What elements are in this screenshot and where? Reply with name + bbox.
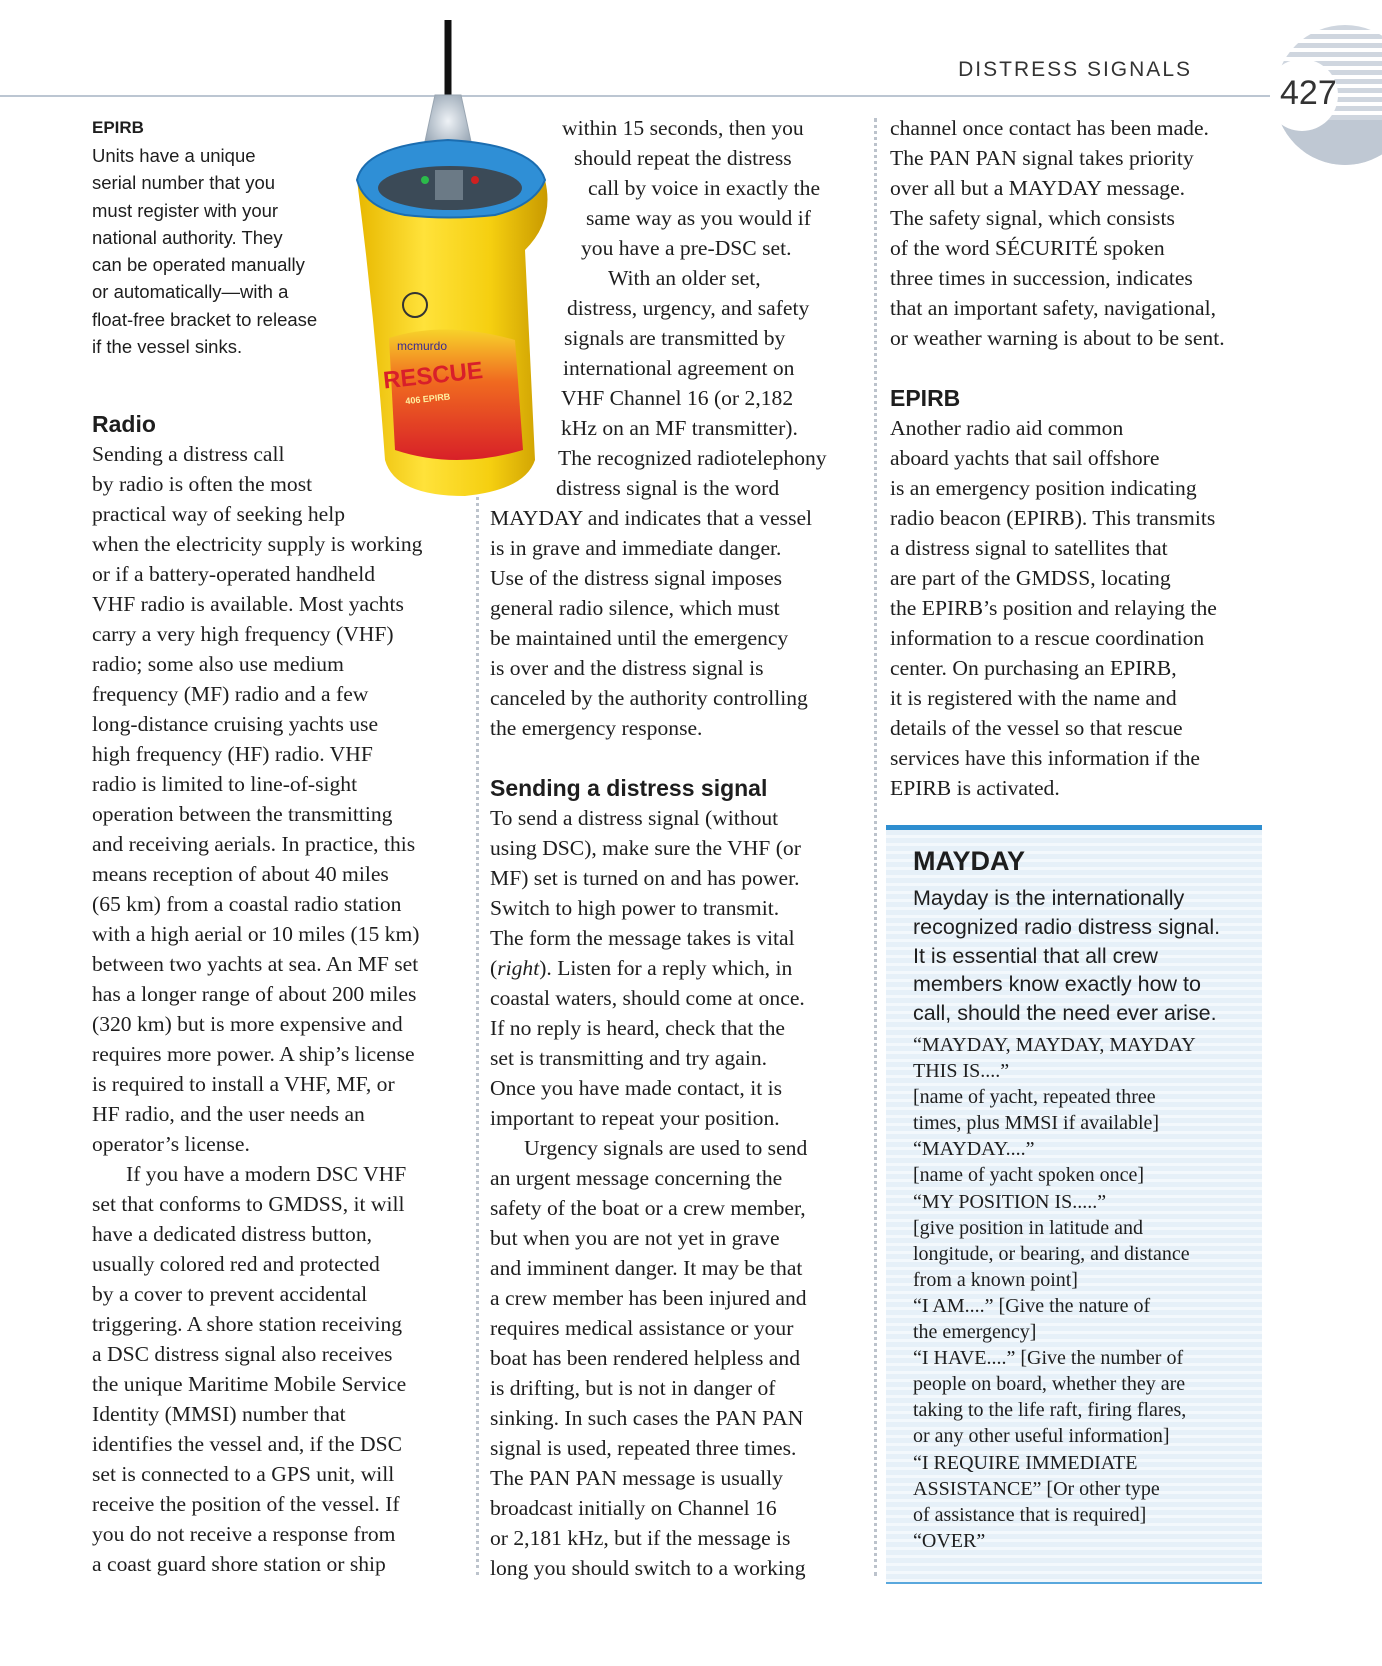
text-line: aboard yachts that sail offshore — [890, 446, 1160, 470]
text-line: or if a battery-operated handheld — [92, 562, 375, 586]
text-line: using DSC), make sure the VHF (or — [490, 836, 801, 860]
text-line: radio; some also use medium — [92, 652, 344, 676]
caption-text — [92, 142, 342, 360]
text-line: set is connected to a GPS unit, will — [92, 1462, 395, 1486]
text-line: HF radio, and the user needs an — [92, 1102, 365, 1126]
script-line: “I AM....” [Give the nature of — [913, 1294, 1151, 1317]
header-rule — [0, 95, 1280, 97]
text-line: Once you have made contact, it is — [490, 1076, 783, 1100]
text-line — [490, 953, 870, 983]
text-line: or weather warning is about to be sent. — [890, 326, 1225, 350]
paragraph-pan-pan — [890, 113, 1270, 353]
column-2 — [490, 503, 870, 1583]
text-line: radio beacon (EPIRB). This transmits — [890, 506, 1216, 530]
text-line: distress, urgency, and safety — [567, 296, 810, 320]
text-line: important to repeat your position. — [490, 1106, 780, 1130]
text-line: an urgent message concerning the — [490, 1166, 783, 1190]
text-line: by a cover to prevent accidental — [92, 1282, 368, 1306]
script-line: times, plus MMSI if available] — [913, 1112, 1160, 1135]
text-line: The PAN PAN message is usually — [490, 1466, 783, 1490]
text-line: Mayday is the internationally — [913, 886, 1185, 910]
beacon-brand: mcmurdo — [397, 339, 448, 353]
text-line: recognized radio distress signal. — [913, 914, 1221, 939]
text-line: you do not receive a response from — [92, 1522, 396, 1546]
text-line: (320 km) but is more expensive and — [92, 1012, 403, 1036]
text-line: signal is used, repeated three times. — [490, 1436, 797, 1460]
script-line: “I REQUIRE IMMEDIATE — [913, 1451, 1138, 1474]
text-line: with a high aerial or 10 miles (15 km) — [92, 922, 420, 946]
caption-title: EPIRB — [92, 118, 144, 137]
script-line: [name of yacht, repeated three — [913, 1086, 1156, 1109]
heading-sending-distress-signal: Sending a distress signal — [490, 775, 768, 801]
text-line: Use of the distress signal imposes — [490, 566, 783, 590]
script-line: [name of yacht spoken once] — [913, 1164, 1145, 1187]
paragraph-epirb — [890, 413, 1270, 803]
text-line: If no reply is heard, check that the — [490, 1016, 785, 1040]
script-line: longitude, or bearing, and distance — [913, 1242, 1190, 1265]
text-line: requires more power. A ship’s license — [92, 1042, 415, 1066]
script-line: [give position in latitude and — [913, 1216, 1143, 1239]
text-line: is an emergency position indicating — [890, 476, 1197, 500]
column-1 — [92, 409, 472, 1579]
caption-line: can be operated manually — [92, 254, 305, 276]
text-line: Sending a distress call — [92, 442, 285, 466]
text-line: same way as you would if — [586, 206, 811, 230]
text-line: members know exactly how to — [913, 972, 1201, 997]
text-line: coastal waters, should come at once. — [490, 986, 805, 1010]
text-line: Identity (MMSI) number that — [92, 1402, 346, 1426]
text-line: usually colored red and protected — [92, 1252, 380, 1276]
text-line: signals are transmitted by — [564, 326, 786, 350]
text-line: information to a rescue coordination — [890, 626, 1205, 650]
text-line: you have a pre-DSC set. — [581, 236, 792, 260]
column-separator-2 — [874, 118, 877, 1576]
script-line: “OVER” — [913, 1529, 986, 1552]
text-line: channel once contact has been made. — [890, 116, 1209, 140]
running-head: DISTRESS SIGNALS — [958, 58, 1192, 81]
text-line: by radio is often the most — [92, 472, 313, 496]
mayday-box-intro — [913, 884, 1253, 1028]
script-line: “I HAVE....” [Give the number of — [913, 1347, 1184, 1370]
mayday-box-script — [913, 1032, 1253, 1554]
text-line: have a dedicated distress button, — [92, 1222, 373, 1246]
text-line: center. On purchasing an EPIRB, — [890, 656, 1177, 680]
caption-line: if the vessel sinks. — [92, 336, 243, 358]
text-line: identifies the vessel and, if the DSC — [92, 1432, 403, 1456]
script-line: “MY POSITION IS.....” — [913, 1190, 1107, 1213]
script-line: from a known point] — [913, 1268, 1078, 1291]
column-2-top — [550, 113, 870, 503]
text-line: the unique Maritime Mobile Service — [92, 1372, 407, 1396]
script-line: “MAYDAY, MAYDAY, MAYDAY — [913, 1034, 1196, 1056]
text-line: and receiving aerials. In practice, this — [92, 832, 416, 856]
text-line: that an important safety, navigational, — [890, 296, 1217, 320]
text-line: call by voice in exactly the — [588, 176, 821, 200]
text-line: but when you are not yet in grave — [490, 1226, 780, 1250]
text-line: is required to install a VHF, MF, or — [92, 1072, 395, 1096]
text-line: It is essential that all crew — [913, 943, 1158, 968]
script-line: ASSISTANCE” [Or other type — [913, 1477, 1160, 1500]
text-line: VHF Channel 16 (or 2,182 — [561, 386, 794, 410]
text-line: MF) set is turned on and has power. — [490, 866, 800, 890]
text-line: between two yachts at sea. An MF set — [92, 952, 419, 976]
script-line: the emergency] — [913, 1321, 1037, 1344]
caption-line: or automatically—with a — [92, 281, 289, 303]
text-line: The PAN PAN signal takes priority — [890, 146, 1194, 170]
caption-line: must register with your — [92, 199, 279, 221]
text-line: triggering. A shore station receiving — [92, 1312, 403, 1336]
mayday-box-title: MAYDAY — [913, 846, 1026, 876]
paragraph-mayday — [490, 503, 870, 743]
text-line: general radio silence, which must — [490, 596, 780, 620]
text-line: frequency (MF) radio and a few — [92, 682, 369, 706]
paragraph-sending — [490, 803, 870, 1133]
text-line: boat has been rendered helpless and — [490, 1346, 800, 1370]
text-line: international agreement on — [563, 356, 795, 380]
text-line: operation between the transmitting — [92, 802, 393, 826]
text-line: be maintained until the emergency — [490, 626, 789, 650]
spacer — [490, 743, 870, 773]
text-line: requires medical assistance or your — [490, 1316, 794, 1340]
paragraph-radio — [92, 439, 472, 1159]
text-line: are part of the GMDSS, locating — [890, 566, 1171, 590]
text-line: set is transmitting and try again. — [490, 1046, 768, 1070]
beacon-label: RESCUE — [381, 357, 485, 395]
text-line: canceled by the authority controlling — [490, 686, 808, 710]
beacon-sublabel: 406 EPIRB — [404, 391, 451, 407]
text-line: long you should switch to a working — [490, 1556, 806, 1580]
text-line: a coast guard shore station or ship — [92, 1552, 386, 1576]
text-line: long-distance cruising yachts use — [92, 712, 379, 736]
text-line: If you have a modern DSC VHF — [126, 1162, 407, 1186]
text-line: call, should the need ever arise. — [913, 1001, 1217, 1026]
text-line: With an older set, — [608, 266, 761, 290]
text-line: The safety signal, which consists — [890, 206, 1175, 230]
text-line: is in grave and immediate danger. — [490, 536, 782, 560]
text-line: of the word SÉCURITÉ spoken — [890, 236, 1165, 260]
paragraph-urgency — [490, 1133, 870, 1583]
script-line: “MAYDAY....” — [913, 1138, 1035, 1161]
text-line: a DSC distress signal also receives — [92, 1342, 393, 1366]
text-line: it is registered with the name and — [890, 686, 1177, 710]
heading-radio: Radio — [92, 411, 156, 437]
text-line: the emergency response. — [490, 716, 703, 740]
text-line: should repeat the distress — [574, 146, 792, 170]
text-line: safety of the boat or a crew member, — [490, 1196, 806, 1220]
spacer — [890, 353, 1270, 383]
text-line: within 15 seconds, then you — [562, 116, 804, 140]
text-line: and imminent danger. It may be that — [490, 1256, 803, 1280]
text-line: has a longer range of about 200 miles — [92, 982, 417, 1006]
text-line: carry a very high frequency (VHF) — [92, 622, 394, 646]
text-line: Urgency signals are used to send — [524, 1136, 808, 1160]
text-line: services have this information if the — [890, 746, 1201, 770]
caption-line: national authority. They — [92, 226, 283, 248]
text-line: is drifting, but is not in danger of — [490, 1376, 776, 1400]
script-line: or any other useful information] — [913, 1425, 1170, 1448]
heading-epirb: EPIRB — [890, 385, 961, 411]
text-line: (65 km) from a coastal radio station — [92, 892, 402, 916]
text-line: operator’s license. — [92, 1132, 250, 1156]
script-line: taking to the life raft, firing flares, — [913, 1399, 1187, 1422]
text-line: a crew member has been injured and — [490, 1286, 807, 1310]
text-fragment: ( — [490, 956, 498, 980]
caption-line: serial number that you — [92, 172, 276, 194]
text-line: kHz on an MF transmitter). — [561, 416, 798, 440]
text-line: EPIRB is activated. — [890, 776, 1060, 800]
page-number: 427 — [1280, 74, 1337, 112]
text-line: To send a distress signal (without — [490, 806, 779, 830]
script-line: THIS IS....” — [913, 1060, 1010, 1083]
text-line: high frequency (HF) radio. VHF — [92, 742, 373, 766]
text-line: three times in succession, indicates — [890, 266, 1193, 290]
text-line: means reception of about 40 miles — [92, 862, 389, 886]
text-line: The recognized radiotelephony — [558, 446, 827, 470]
text-fragment: ). Listen for a reply which, in — [539, 956, 793, 980]
text-line: set that conforms to GMDSS, it will — [92, 1192, 405, 1216]
text-line: distress signal is the word — [556, 476, 780, 500]
paragraph-dsc — [92, 1159, 472, 1579]
text-line: over all but a MAYDAY message. — [890, 176, 1186, 200]
caption-line: float-free bracket to release — [92, 308, 318, 330]
text-line: MAYDAY and indicates that a vessel — [490, 506, 813, 530]
script-line: of assistance that is required] — [913, 1503, 1147, 1526]
text-line: a distress signal to satellites that — [890, 536, 1168, 560]
text-line: the EPIRB’s position and relaying the — [890, 596, 1217, 620]
text-line: VHF radio is available. Most yachts — [92, 592, 404, 616]
text-line: Switch to high power to transmit. — [490, 896, 780, 920]
text-line: broadcast initially on Channel 16 — [490, 1496, 777, 1520]
text-line: receive the position of the vessel. If — [92, 1492, 400, 1516]
text-line: or 2,181 kHz, but if the message is — [490, 1526, 791, 1550]
italic-word: right — [497, 956, 540, 980]
text-line: practical way of seeking help — [92, 502, 346, 526]
text-line: details of the vessel so that rescue — [890, 716, 1183, 740]
text-line: when the electricity supply is working — [92, 532, 423, 556]
text-line: is over and the distress signal is — [490, 656, 764, 680]
caption-line: Units have a unique — [92, 145, 256, 166]
text-line: radio is limited to line-of-sight — [92, 772, 358, 796]
text-line: Another radio aid common — [890, 416, 1124, 440]
text-line: sinking. In such cases the PAN PAN — [490, 1406, 804, 1430]
text-line: The form the message takes is vital — [490, 926, 795, 950]
script-line: people on board, whether they are — [913, 1373, 1186, 1396]
column-3 — [890, 113, 1270, 803]
